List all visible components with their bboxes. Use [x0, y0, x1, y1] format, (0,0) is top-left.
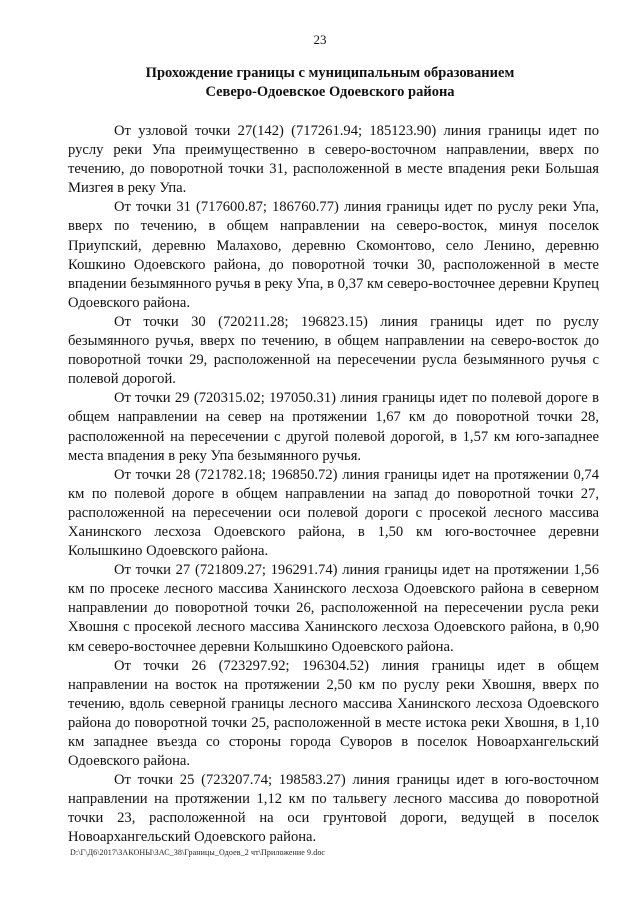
footer-file-path: D:\Г\Д6\2017\ЗАКОНЫ\ЗАС_38\Границы_Одоев_2 чт\Приложение 9.doc — [70, 848, 326, 857]
section-title-line-2: Северо-Одоевское Одоевского района — [205, 84, 455, 100]
paragraph-point-28: От точки 28 (721782.18; 196850.72) линия границы идет на протяжении 0,74 км по полевой дороге в общем направлении на запад до поворотной точки 27, расположенной на пересечении оси полевой дороги с просекой лесного массива Ханинского лесхоза Одоевского района, в 1,50 км юго-восточнее деревни Колышкино Одоевского района. — [68, 466, 599, 560]
page-number: 23 — [313, 32, 327, 47]
paragraph-point-31: От точки 31 (717600.87; 186760.77) линия границы идет по руслу реки Упа, вверх по течению, в общем направлении на северо-восток, минуя поселок Приупский, деревню Малахово, деревню Скомонтово, село Ленино, деревню Кошкино Одоевского района, до поворотной точки 30, расположенной в месте впадении безымянного ручья в реку Упа, в 0,37 км северо-восточнее деревни Крупец Одоевского района. — [68, 199, 599, 311]
document-body — [68, 122, 599, 848]
paragraph-point-29: От точки 29 (720315.02; 197050.31) линия границы идет по полевой дороге в общем направлении на север на протяжении 1,67 км до поворотной точки 28, расположенной на пересечении с другой полевой дорогой, в 1,57 км юго-западнее места впадения в реку Упа безымянного ручья. — [68, 390, 599, 464]
paragraph-point-27: От точки 27 (721809.27; 196291.74) линия границы идет на протяжении 1,56 км по просеке лесного массива Ханинского лесхоза Одоевского района в северном направлении до поворотной точки 26, расположенной на пересечении русла реки Хвошня с просекой лесного массива Ханинского лесхоза Одоевского района, в 0,90 км северо-восточнее деревни Колышкино Одоевского района. — [68, 562, 599, 655]
paragraph-point-25: От точки 25 (723207.74; 198583.27) линия границы идет в юго-восточном направлении на протяжении 1,12 км по тальвегу лесного массива до поворотной точки 23, расположенной на оси грунтовой дороги, ведущей в поселок Новоархангельский Одоевского района. — [68, 772, 599, 846]
section-title — [70, 64, 590, 102]
paragraph-point-30: От точки 30 (720211.28; 196823.15) линия границы идет по руслу безымянного ручья, вверх по течению, в общем направлении на северо-восток до поворотной точки 29, расположенной на пересечении русла безымянного ручья с полевой дорогой. — [68, 313, 599, 388]
paragraph-point-27-142: От узловой точки 27(142) (717261.94; 185123.90) линия границы идет по руслу реки Упа преимущественно в северо-восточном направлении, вверх по течению, до поворотной точки 31, расположенной в месте впадения реки Большая Мизгея в реку Упа. — [68, 123, 599, 197]
section-title-line-1: Прохождение границы с муниципальным образованием — [145, 65, 515, 81]
paragraph-point-26: От точки 26 (723297.92; 196304.52) линия границы идет в общем направлении на восток на протяжении 2,50 км по руслу реки Хвошня, вверх по течению, вдоль северной границы лесного массива Ханинского лесхоза Одоевского района до поворотной точки 25, расположенной в месте истока реки Хвошня, в 1,10 км западнее въезда со стороны города Суворов в поселок Новоархангельский Одоевского района. — [68, 657, 599, 770]
